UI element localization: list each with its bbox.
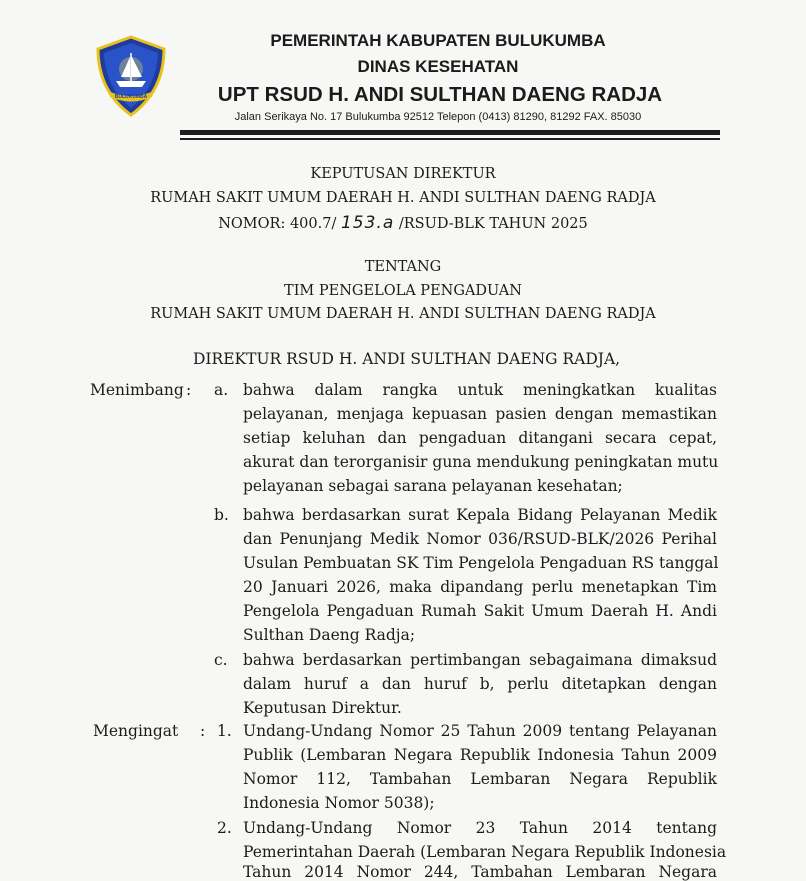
menimbang-item-a-line: setiap keluhan dan pengaduan ditangani secara cepat, (243, 429, 717, 447)
issuer: DIREKTUR RSUD H. ANDI SULTHAN DAENG RADJA, (193, 350, 621, 368)
menimbang-item-a-line: bahwa dalam rangka untuk meningkatkan kualitas (243, 381, 717, 399)
subject-about: TENTANG (364, 259, 442, 275)
menimbang-colon: : (186, 381, 192, 399)
subject-institution: RUMAH SAKIT UMUM DAERAH H. ANDI SULTHAN DAENG RADJA (150, 306, 656, 322)
menimbang-item-b-line: dan Penunjang Medik Nomor 036/RSUD-BLK/2026 Perihal (243, 530, 717, 548)
menimbang-item-a-marker: a. (214, 381, 229, 399)
letterhead-office: DINAS KESEHATAN (357, 57, 519, 76)
subject-title: TIM PENGELOLA PENGADUAN (284, 283, 522, 299)
menimbang-item-b-line: Usulan Pembuatan SK Tim Pengelola Pengaduan RS tanggal (243, 554, 719, 572)
letterhead-rule-thin (180, 138, 720, 140)
mengingat-colon: : (200, 722, 206, 740)
mengingat-item-2-line: Undang-Undang Nomor 23 Tahun 2014 tentang (243, 819, 717, 837)
menimbang-item-b-line: Sulthan Daeng Radja; (243, 626, 416, 644)
menimbang-item-a-line: pelayanan sebagai sarana pelayanan kesehatan; (243, 477, 623, 495)
decree-number (0, 213, 806, 233)
mengingat-label: Mengingat (93, 722, 179, 740)
letterhead-rule-thick (180, 130, 720, 135)
letterhead-address: Jalan Serikaya No. 17 Bulukumba 92512 Telepon (0413) 81290, 81292 FAX. 85030 (234, 111, 642, 123)
menimbang-item-a-line: akurat dan terorganisir guna mendukung peningkatan mutu (243, 453, 719, 471)
mengingat-item-1-line: Undang-Undang Nomor 25 Tahun 2009 tentang Pelayanan (243, 722, 717, 740)
menimbang-item-b-marker: b. (214, 506, 229, 524)
letterhead-government: PEMERINTAH KABUPATEN BULUKUMBA (270, 31, 606, 50)
letterhead-unit: UPT RSUD H. ANDI SULTHAN DAENG RADJA (217, 83, 663, 106)
decree-number-handwritten: 153.a (340, 213, 395, 233)
menimbang-item-b-line: Pengelola Pengaduan Rumah Sakit Umum Daerah H. Andi (243, 602, 717, 620)
decree-number-suffix: /RSUD-BLK TAHUN 2025 (398, 216, 588, 232)
mengingat-item-1-line: Nomor 112, Tambahan Lembaran Negara Republik (243, 770, 717, 788)
mengingat-item-2-line: Tahun 2014 Nomor 244, Tambahan Lembaran Negara (243, 863, 717, 881)
menimbang-label: Menimbang (90, 381, 184, 399)
decree-institution: RUMAH SAKIT UMUM DAERAH H. ANDI SULTHAN DAENG RADJA (150, 190, 656, 206)
mengingat-item-1-line: Indonesia Nomor 5038); (243, 794, 435, 812)
menimbang-item-c-line: dalam huruf a dan huruf b, perlu ditetapkan dengan (243, 675, 717, 693)
mengingat-item-1-line: Publik (Lembaran Negara Republik Indonesia Tahun 2009 (243, 746, 717, 764)
menimbang-item-c-marker: c. (214, 651, 228, 669)
mengingat-item-2-marker: 2. (217, 819, 232, 837)
menimbang-item-a-line: pelayanan, menjaga kepuasan pasien dengan memastikan (243, 405, 717, 423)
menimbang-item-b-line: 20 Januari 2026, maka dipandang perlu menetapkan Tim (243, 578, 717, 596)
logo-text: BULUKUMBA (114, 94, 148, 100)
menimbang-item-c-line: bahwa berdasarkan pertimbangan sebagaimana dimaksud (243, 651, 717, 669)
decree-heading: KEPUTUSAN DIREKTUR (310, 166, 496, 182)
menimbang-item-c-line: Keputusan Direktur. (243, 699, 402, 717)
menimbang-item-b-line: bahwa berdasarkan surat Kepala Bidang Pelayanan Medik (243, 506, 717, 524)
mengingat-item-1-marker: 1. (217, 722, 232, 740)
decree-number-prefix: NOMOR: 400.7/ (218, 216, 337, 232)
mengingat-item-2-line: Pemerintahan Daerah (Lembaran Negara Republik Indonesia (243, 843, 727, 861)
